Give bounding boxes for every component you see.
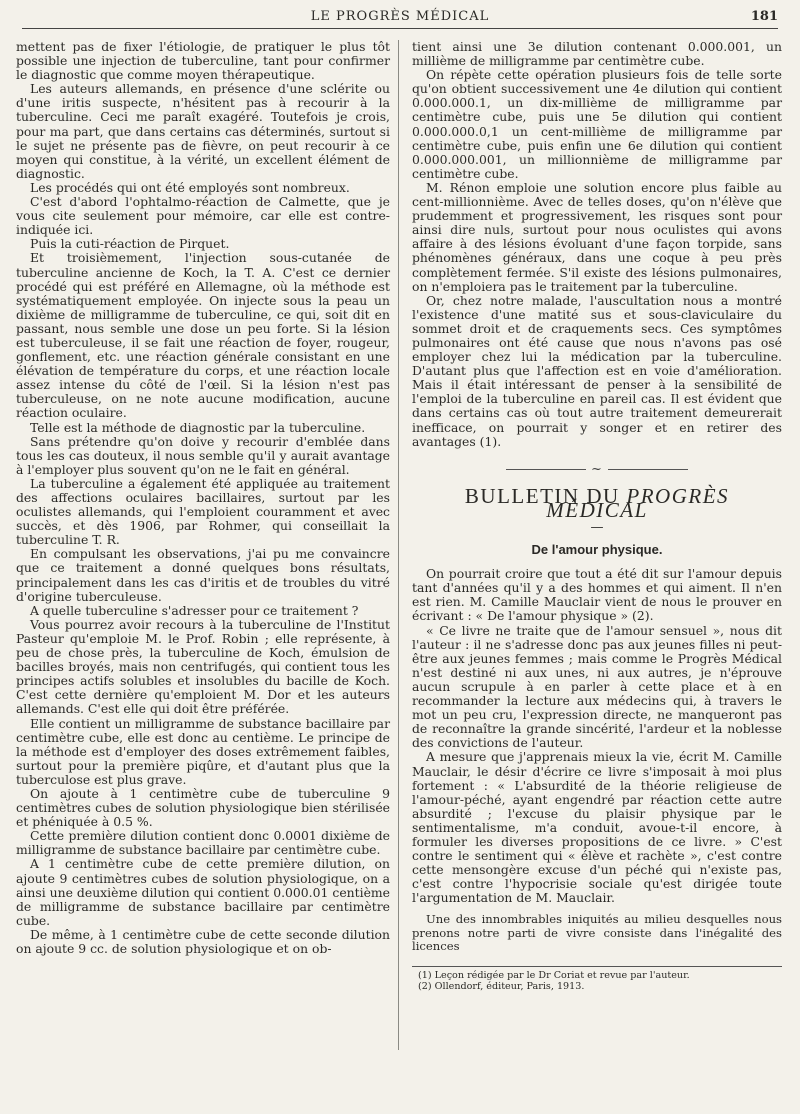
paragraph: M. Rénon emploie une solution encore plus faible au cent-millionnième. Avec de telles doses, qu'on n'élève que prudemment et progressivement, les risques sont pour ainsi dire nuls, surtout pour nous oculistes qui avons affaire à des lésions évoluant d'une façon torpide, sans phénomènes généraux, dans une coque à peu près complètement fermée. S'il existe des lésions pulmonaires, on n'emploiera pas le traitement par la tuberculine.	[412, 179, 782, 294]
article-title: De l'amour physique.	[531, 542, 663, 558]
paragraph: Vous pourrez avoir recours à la tuberculine de l'Institut Pasteur qu'emploie M. le Prof. Robin ; elle représente, à peu de chose près, la tuberculine de Koch, émulsion de bacilles broyés, mais non centrifugés, qui contient tous les principes actifs solubles et insolubles du bacille de Koch. C'est cette dernière qu'emploient M. Dor et les auteurs allemands. C'est elle qui doit être préférée.	[16, 616, 390, 717]
article-paragraph: « Ce livre ne traite que de l'amour sensuel », nous dit l'auteur : il ne s'adresse donc pas aux jeunes filles ni peut-être aux jeunes femmes ; mais comme le Progrès Médical n'est destiné ni aux unes, ni aux autres, je n'éprouve aucun scrupule à en parler à cette place et à en recommander la lecture aux médecins qui, à travers le mot un peu cru, l'expression directe, ne manqueront pas de reconnaître la grande sincérité, l'ardeur et la noblesse des convictions de l'auteur.	[412, 622, 782, 751]
paragraph: Les auteurs allemands, en présence d'une sclérite ou d'une iritis suspecte, n'hésitent pas à recourir à la tuberculine. Ceci me paraît exagéré. Toutefois je crois, pour ma part, que dans certains cas déterminés, surtout si le sujet ne présente pas de fièvre, on peut recourir à ce moyen qui constitue, à la vérité, un excellent élément de diagnostic.	[16, 81, 390, 181]
article-paragraph: On pourrait croire que tout a été dit sur l'amour depuis tant d'années qu'il y a des hommes et qui aiment. Il n'en est rien. M. Camille Mauclair vient de nous le prouver en écrivant : « De l'amour physique » (2).	[412, 566, 782, 624]
left-column	[16, 40, 390, 956]
section-ornament: ~	[412, 463, 782, 477]
paragraph: Telle est la méthode de diagnostic par la tuberculine.	[30, 419, 366, 435]
paragraph: Les procédés qui ont été employés sont nombreux.	[30, 179, 350, 195]
paragraph: C'est d'abord l'ophtalmo-réaction de Calmette, que je vous cite seulement pour mémoire, car elle est contre-indiquée ici.	[16, 194, 390, 238]
right-column	[412, 40, 782, 992]
paragraph: Et troisièmement, l'injection sous-cutanée de tuberculine ancienne de Koch, la T. A. C'est ce dernier procédé qui est préféré en Allemagne, où la méthode est systématiquement employée. On injecte sous la peau un dixième de milligramme de tuberculine, ce qui, soit dit en passant, nous semble une dose un peu forte. Si la lésion est tuberculeuse, il se fait une réaction de foyer, rougeur, gonflement, etc. une réaction générale consistant en une élévation de température du corps, et une réaction locale assez intense du côté de l'œil. Si la lésion n'est pas tuberculeuse, on ne note aucune modification, aucune réaction oculaire.	[16, 250, 390, 421]
bulletin-dash: —	[590, 520, 604, 535]
paragraph: A quelle tuberculine s'adresser pour ce traitement ?	[30, 602, 359, 618]
article-paragraph: Une des innombrables iniquités au milieu desquelles nous prenons notre parti de vivre consiste dans l'inégalité des licences	[412, 912, 782, 954]
paragraph: En compulsant les observations, j'ai pu me convaincre que ce traitement a donné quelques bons résultats, principalement dans les cas d'iritis et de troubles du vitré d'origine tuberculeuse.	[16, 546, 390, 604]
paragraph: A 1 centimètre cube de cette première dilution, on ajoute 9 centimètres cubes de solution physiologique, on a ainsi une deuxième dilution qui contient 0.000.01 centième de milligramme de substance bacillaire par centimètre cube.	[16, 856, 390, 928]
paragraph: Elle contient un milligramme de substance bacillaire par centimètre cube, elle est donc au centième. Le principe de la méthode est d'employer des doses extrêmement faibles, surtout pour la première piqûre, et d'autant plus que la tuberculose est plus grave.	[16, 715, 390, 787]
page-header	[22, 6, 778, 29]
running-title: LE PROGRÈS MÉDICAL	[310, 9, 490, 24]
footnote: (1) Leçon rédigée par le Dr Coriat et revue par l'auteur.	[418, 969, 690, 981]
paragraph: La tuberculine a également été appliquée au traitement des affections oculaires bacillaires, surtout par les oculistes allemands, qui l'emploient couramment et avec succès, et dès 1906, par Rohmer, qui conseillait la tuberculine T. R.	[16, 475, 390, 548]
paragraph: tient ainsi une 3e dilution contenant 0.000.001, un millième de milligramme par centimètre cube.	[412, 39, 782, 69]
paragraph: Puis la cuti-réaction de Pirquet.	[30, 236, 230, 252]
paragraph: Or, chez notre malade, l'auscultation nous a montré l'existence d'une matité sus et sous-claviculaire du sommet droit et de craquements secs. Ces symptômes pulmonaires ont été cause que nous n'avons pas osé employer chez lui la médication par la tuberculine. D'autant plus que l'affection est en voie d'amélioration. Mais il était intéressant de penser à la sensibilité de l'emploi de la tuberculine en pareil cas. Il est évident que dans certains cas où tout autre traitement demeurerait inefficace, on pourrait y songer et en retirer des avantages (1).	[412, 292, 782, 449]
article-paragraph: A mesure que j'apprenais mieux la vie, écrit M. Camille Mauclair, le désir d'écrire ce livre s'imposait à moi plus fortement : « L'absurdité de la théorie religieuse de l'amour-péché, ayant engendré par réaction cette autre absurdité ; l'excuse du plaisir physique par le sentimentalisme, m'a conduit, avoue-t-il encore, à formuler les diverses propositions de ce livre. » C'est contre le sentiment qui « élève et rachète », c'est contre cette mensongère excuse d'un péché qui n'existe pas, c'est contre l'hypocrisie sociale qu'est dirigée toute l'argumentation de M. Mauclair.	[412, 749, 782, 906]
footnotes	[412, 966, 782, 992]
paragraph: De même, à 1 centimètre cube de cette seconde dilution on ajoute 9 cc. de solution physiologique et on ob-	[16, 926, 390, 956]
bulletin-heading	[412, 483, 782, 522]
footnote: (2) Ollendorf, éditeur, Paris, 1913.	[418, 980, 585, 992]
bulletin-label: BULLETIN DU	[464, 483, 620, 508]
page-number: 181	[750, 9, 778, 24]
column-divider	[398, 40, 399, 1050]
paragraph: On répète cette opération plusieurs fois de telle sorte qu'on obtient successivement une 4e dilution qui contient 0.000.000.1, un dix-millième de milligramme par centimètre cube, puis une 5e dilution qui contient 0.000.000.0,1 un cent-millième de milligramme par centimètre cube, puis enfin une 6e dilution qui contient 0.000.000.001, un millionnième de milligramme par centimètre cube.	[412, 67, 782, 181]
paragraph: mettent pas de fixer l'étiologie, de pratiquer le plus tôt possible une injection de tuberculine, tant pour confirmer le diagnostic que comme moyen thérapeutique.	[16, 39, 390, 83]
paragraph: On ajoute à 1 centimètre cube de tuberculine 9 centimètres cubes de solution physiologique bien stérilisée et phéniquée à 0.5 %.	[16, 785, 390, 830]
paragraph: Sans prétendre qu'on doive y recourir d'emblée dans tous les cas douteux, il nous semble qu'il y aurait avantage à l'employer plus souvent qu'on ne le fait en général.	[16, 433, 390, 477]
bulletin-journal: PROGRÈS MÉDICAL	[546, 483, 730, 522]
paragraph: Cette première dilution contient donc 0.0001 dixième de milligramme de substance bacillaire par centimètre cube.	[16, 828, 390, 858]
